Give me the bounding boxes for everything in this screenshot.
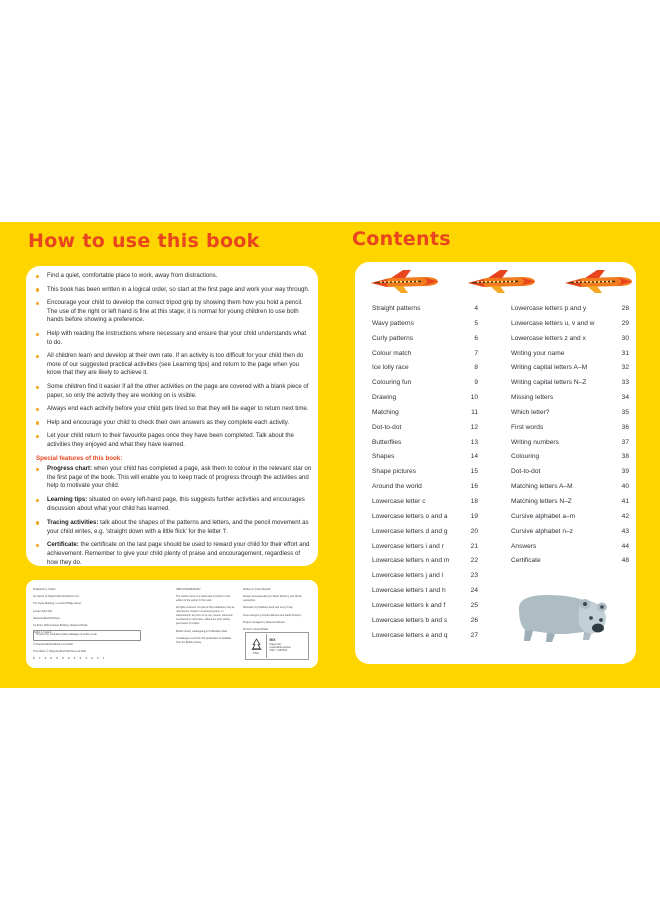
contents-entry-title: Matching letters N–Z (511, 497, 572, 505)
contents-entry-page: 48 (621, 557, 629, 565)
contents-entry-title: Lowercase letters t and h (372, 587, 446, 595)
contents-entry-title: Lowercase letters b and s (372, 616, 448, 624)
contents-entry[interactable] (372, 632, 490, 647)
contents-entry-title: Certificate (511, 557, 541, 565)
contents-entry-title: Butterflies (372, 438, 402, 446)
contents-entry-title: Cursive alphabet n–z (511, 527, 573, 535)
contents-entry[interactable] (511, 320, 629, 335)
contents-entry-title: Around the world (372, 483, 422, 491)
polar-bear-illustration (497, 578, 617, 658)
imprint-line: A Catalogue record for this publication is available from the British Library. (176, 636, 232, 644)
tip-item: Find a quiet, comfortable place to work, away from distractions. (34, 272, 312, 281)
fsc-line2: Paper from (269, 642, 282, 646)
imprint-line: 1st Floor, Watermarque Building, Ringsend Road, (33, 623, 88, 627)
imprint-line: Printed in Great Britain (243, 627, 269, 631)
imprint-column-rights (176, 588, 236, 648)
imprint-line: Illustration by Matthew Scott and Jenny Tulip (243, 606, 293, 610)
contents-entry-page: 10 (470, 394, 478, 402)
contents-entry-page: 35 (621, 408, 629, 416)
contents-entry-page: 4 (474, 305, 478, 312)
contents-entry-title: Colouring (511, 453, 540, 461)
contents-entry-title: Colouring fun (372, 379, 412, 387)
contents-entry[interactable] (372, 335, 490, 350)
contents-entry-page: 8 (474, 364, 478, 372)
contents-entry[interactable] (372, 424, 490, 439)
contents-entry-page: 24 (470, 587, 478, 595)
contents-entry-title: Writing numbers (511, 438, 559, 446)
contents-entry-title: Lowercase letters k and f (372, 601, 446, 609)
contents-entry-title: Which letter? (511, 408, 550, 416)
contents-entry[interactable] (372, 439, 490, 454)
imprint-line: Written by Carol Medcalf (243, 588, 271, 591)
imprint-catalogue-text: Browse the complete Collins catalogue at collins.co.uk (36, 633, 97, 637)
contents-entry-title: Shapes (372, 453, 395, 461)
contents-entry-page: 22 (470, 557, 478, 565)
contents-entry-page: 33 (621, 379, 629, 387)
contents-entry[interactable] (372, 394, 490, 409)
contents-entry-page: 30 (621, 334, 629, 342)
contents-entry-title: Dot-to-dot (372, 423, 402, 431)
feature-item (34, 519, 312, 536)
tip-item: All children learn and develop at their own rate. If an activity is too difficult for your child then do more of our suggested practical activities (see Learning tips) and return to the page when you know that they are likely to achieve it. (34, 352, 312, 378)
feature-item (34, 496, 312, 513)
contents-entry-title: Dot-to-dot (511, 468, 541, 476)
feature-item (34, 541, 312, 567)
contents-entry[interactable] (511, 453, 629, 468)
contents-entry[interactable] (372, 364, 490, 379)
tip-item: Help with reading the instructions where necessary and ensure that your child understands what to do. (34, 330, 312, 347)
contents-entry-page: 5 (474, 319, 478, 327)
contents-entry-title: Wavy patterns (372, 319, 414, 327)
contents-entry-page: 14 (470, 453, 478, 461)
airplane-decoration-row (355, 268, 636, 298)
contents-entry[interactable] (511, 498, 629, 513)
contents-list-left (372, 305, 490, 646)
contents-entry[interactable] (511, 557, 629, 572)
contents-entry-title: Missing letters (511, 394, 554, 402)
contents-list-right (511, 305, 629, 572)
fsc-code: FSC™ C007454 (269, 649, 288, 653)
contents-entry[interactable] (372, 320, 490, 335)
contents-entry-page: 44 (621, 542, 629, 550)
contents-entry[interactable] (511, 439, 629, 454)
imprint-line: An imprint of HarperCollinsPublishers Ltd (33, 595, 79, 599)
imprint-line: Published by Collins (33, 588, 56, 591)
fsc-tree-icon (246, 634, 267, 658)
contents-entry-title: Lowercase letters n and m (372, 557, 450, 565)
contents-entry[interactable] (511, 364, 629, 379)
how-to-use-tips-list (34, 272, 312, 455)
contents-entry[interactable] (372, 543, 490, 558)
airplane-icon (464, 268, 538, 296)
contents-entry-page: 13 (470, 438, 478, 446)
contents-entry[interactable] (372, 483, 490, 498)
contents-entry[interactable] (372, 350, 490, 365)
imprint-line: The News Building, 1 London Bridge Street, (33, 602, 82, 606)
contents-entry-title: Drawing (372, 394, 397, 402)
imprint-line: Design and typesetting by Sarah Duxbury and Nicola Lancashire (243, 595, 302, 603)
contents-entry-title: Matching (372, 408, 399, 416)
contents-entry-title: Writing capital letters N–Z (511, 379, 587, 387)
contents-entry[interactable] (372, 587, 490, 602)
imprint-line: Project managed by Rebecca Skinner (243, 620, 285, 624)
contents-entry[interactable] (511, 528, 629, 543)
feature-text: the certificate on the last page should be used to reward your child for their effort and achievement. Remember to give your child plenty of praise and encouragement, regardless of how they do. (47, 541, 310, 566)
contents-entry[interactable] (511, 305, 629, 320)
contents-entry-title: Lowercase letters j and l (372, 572, 444, 580)
contents-entry[interactable] (511, 379, 629, 394)
contents-entry-title: Lowercase letters u, v and w (511, 319, 595, 327)
contents-entry-page: 42 (621, 512, 629, 520)
feature-term: Progress chart: (47, 465, 93, 472)
contents-entry-title: First words (511, 423, 544, 431)
contents-entry[interactable] (511, 350, 629, 365)
contents-entry[interactable] (372, 498, 490, 513)
contents-entry[interactable] (511, 513, 629, 528)
imprint-line: British Library Cataloguing in Publication Data (176, 629, 227, 633)
page-title-how-to-use: How to use this book (28, 230, 260, 252)
contents-entry-title: Writing your name (511, 349, 565, 357)
contents-entry-title: Lowercase letters p and y (511, 305, 587, 312)
contents-entry[interactable] (372, 617, 490, 632)
contents-entry[interactable] (372, 528, 490, 543)
contents-entry-page: 20 (470, 527, 478, 535)
imprint-copyright-lines (33, 643, 148, 657)
imprint-line: Cover design by Amparo Barrera and Sarah Duxbury (243, 613, 302, 617)
contents-entry[interactable] (372, 409, 490, 424)
contents-entry[interactable] (372, 379, 490, 394)
contents-entry[interactable] (511, 483, 629, 498)
contents-entry[interactable] (511, 468, 629, 483)
contents-entry-title: Straight patterns (372, 305, 421, 312)
contents-entry-title: Writing capital letters A–M (511, 364, 588, 372)
contents-entry-page: 28 (621, 305, 629, 312)
special-features-heading: Special features of this book: (36, 455, 123, 462)
imprint-column-credits (243, 588, 313, 635)
contents-entry-title: Lowercase letters e and q (372, 631, 448, 639)
contents-entry[interactable] (372, 468, 490, 483)
feature-term: Learning tips: (47, 496, 88, 504)
contents-entry[interactable] (511, 409, 629, 424)
tip-item: Let your child return to their favourite pages once they have been completed. Talk about the activities they enjoyed and what they have learned. (34, 432, 312, 449)
imprint-line: London SE1 9GF (33, 609, 53, 613)
tip-item: Help and encourage your child to check their own answers as they complete each activity. (34, 419, 312, 428)
contents-entry-page: 16 (470, 483, 478, 491)
airplane-icon (367, 268, 441, 296)
contents-entry-page: 37 (621, 438, 629, 446)
contents-entry-page: 23 (470, 572, 478, 580)
contents-entry[interactable] (372, 513, 490, 528)
contents-entry-page: 27 (470, 631, 478, 639)
tip-item: Always end each activity before your child gets tired so that they will be eager to return next time. (34, 405, 312, 414)
contents-entry-title: Answers (511, 542, 537, 550)
contents-entry-page: 41 (621, 497, 629, 505)
fsc-mix-label: MIX (269, 638, 276, 643)
imprint-line: © HarperCollinsPublishers Ltd 2020 (33, 643, 73, 646)
isbn-barcode-digits: 9 7 8 0 0 0 8 4 3 4 3 4 7 (33, 657, 106, 660)
special-features-list (34, 465, 312, 573)
contents-entry-title: Ice lolly race (372, 364, 409, 372)
contents-entry-page: 12 (470, 423, 478, 431)
contents-entry-page: 34 (621, 394, 629, 402)
contents-entry-title: Cursive alphabet a–m (511, 512, 576, 520)
contents-entry-title: Lowercase letters i and r (372, 542, 444, 550)
contents-entry-page: 32 (621, 364, 629, 372)
imprint-catalogue-box (33, 630, 141, 641)
fsc-text-block (267, 639, 291, 653)
contents-entry-title: Lowercase letters o and a (372, 512, 448, 520)
contents-entry[interactable] (372, 453, 490, 468)
contents-entry[interactable] (511, 394, 629, 409)
tip-item: Some children find it easier if all the other activities on the page are covered with a blank piece of paper, so only the activity they are working on is visible. (34, 383, 312, 400)
contents-entry-page: 36 (621, 423, 629, 431)
contents-entry-page: 7 (474, 349, 478, 357)
contents-entry-page: 18 (470, 497, 478, 505)
contents-entry-page: 19 (470, 512, 478, 520)
contents-entry-title: Lowercase letter c (372, 497, 426, 505)
contents-entry-page: 11 (471, 408, 478, 416)
contents-entry-title: Shape pictures (372, 468, 416, 476)
fsc-logo (245, 632, 309, 660)
feature-text: situated on every left-hand page, this suggests further activities and encourages discussion about what your child has learned. (47, 496, 305, 512)
contents-entry-page: 31 (621, 349, 629, 357)
contents-entry[interactable] (511, 335, 629, 350)
imprint-line: HarperCollinsPublishers (33, 616, 60, 620)
contents-entry-page: 40 (621, 483, 629, 491)
airplane-icon (561, 268, 635, 296)
imprint-line: The Collins name is a trademark of Collins in this edition of the author in this work. (176, 595, 231, 603)
imprint-line: ISBN 9780008434347 (176, 588, 201, 591)
feature-text: when your child has completed a page, ask them to colour in the relevant star on the first page of the book. This will enable you to keep track of progress through the activities and help to motivate your child. (47, 465, 312, 490)
feature-term: Certificate: (47, 541, 79, 549)
tip-item: This book has been written in a logical order, so start at the first page and work your way through. (34, 286, 312, 295)
feature-term: Tracing activities: (47, 518, 99, 526)
contents-entry-title: Lowercase letters z and x (511, 334, 586, 342)
contents-entry[interactable] (372, 572, 490, 587)
contents-entry-page: 25 (470, 601, 478, 609)
contents-entry-title: Colour match (372, 349, 412, 357)
contents-entry-page: 39 (621, 468, 629, 476)
contents-entry-page: 6 (474, 334, 478, 342)
contents-entry-page: 9 (474, 379, 478, 387)
contents-entry[interactable] (372, 602, 490, 617)
contents-entry-title: Curly patterns (372, 334, 414, 342)
imprint-line: Dublin 4, Ireland (33, 631, 52, 635)
fsc-line3: responsible sources (269, 646, 291, 649)
contents-entry-page: 29 (621, 319, 629, 327)
contents-entry-title: Matching letters A–M (511, 483, 573, 491)
contents-entry[interactable] (511, 543, 629, 558)
contents-entry-page: 26 (470, 616, 478, 624)
contents-entry-page: 21 (470, 542, 478, 550)
contents-entry[interactable] (372, 305, 490, 320)
tip-item: Encourage your child to develop the correct tripod grip by showing them how you hold a pencil. The use of the right or left hand is fine at this stage; it is normal for young children to use both hands before showing a preference. (34, 299, 312, 325)
contents-entry-page: 15 (470, 468, 478, 476)
imprint-line: All rights reserved. No part of this publication may be reproduced, stored in a retrieval system, or transmitted in any form or by any means, electronic, mechanical or otherwise, without the prior written permission of Collins. (176, 606, 235, 626)
contents-entry-page: 38 (621, 453, 629, 461)
feature-item (34, 465, 312, 491)
feature-text: talk about the shapes of the patterns and letters, and the pencil movement as your child writes, e.g. 'straight down with a little flick' for the letter 'l'. (47, 518, 309, 535)
contents-entry[interactable] (372, 557, 490, 572)
contents-entry-page: 43 (621, 527, 629, 535)
page-title-contents: Contents (352, 228, 451, 250)
contents-entry[interactable] (511, 424, 629, 439)
fsc-mark-label: FSC (253, 650, 259, 655)
imprint-line: This edition © HarperCollinsPublishers Ltd 2021 (33, 650, 87, 654)
contents-entry-title: Lowercase letters d and g (372, 527, 448, 535)
